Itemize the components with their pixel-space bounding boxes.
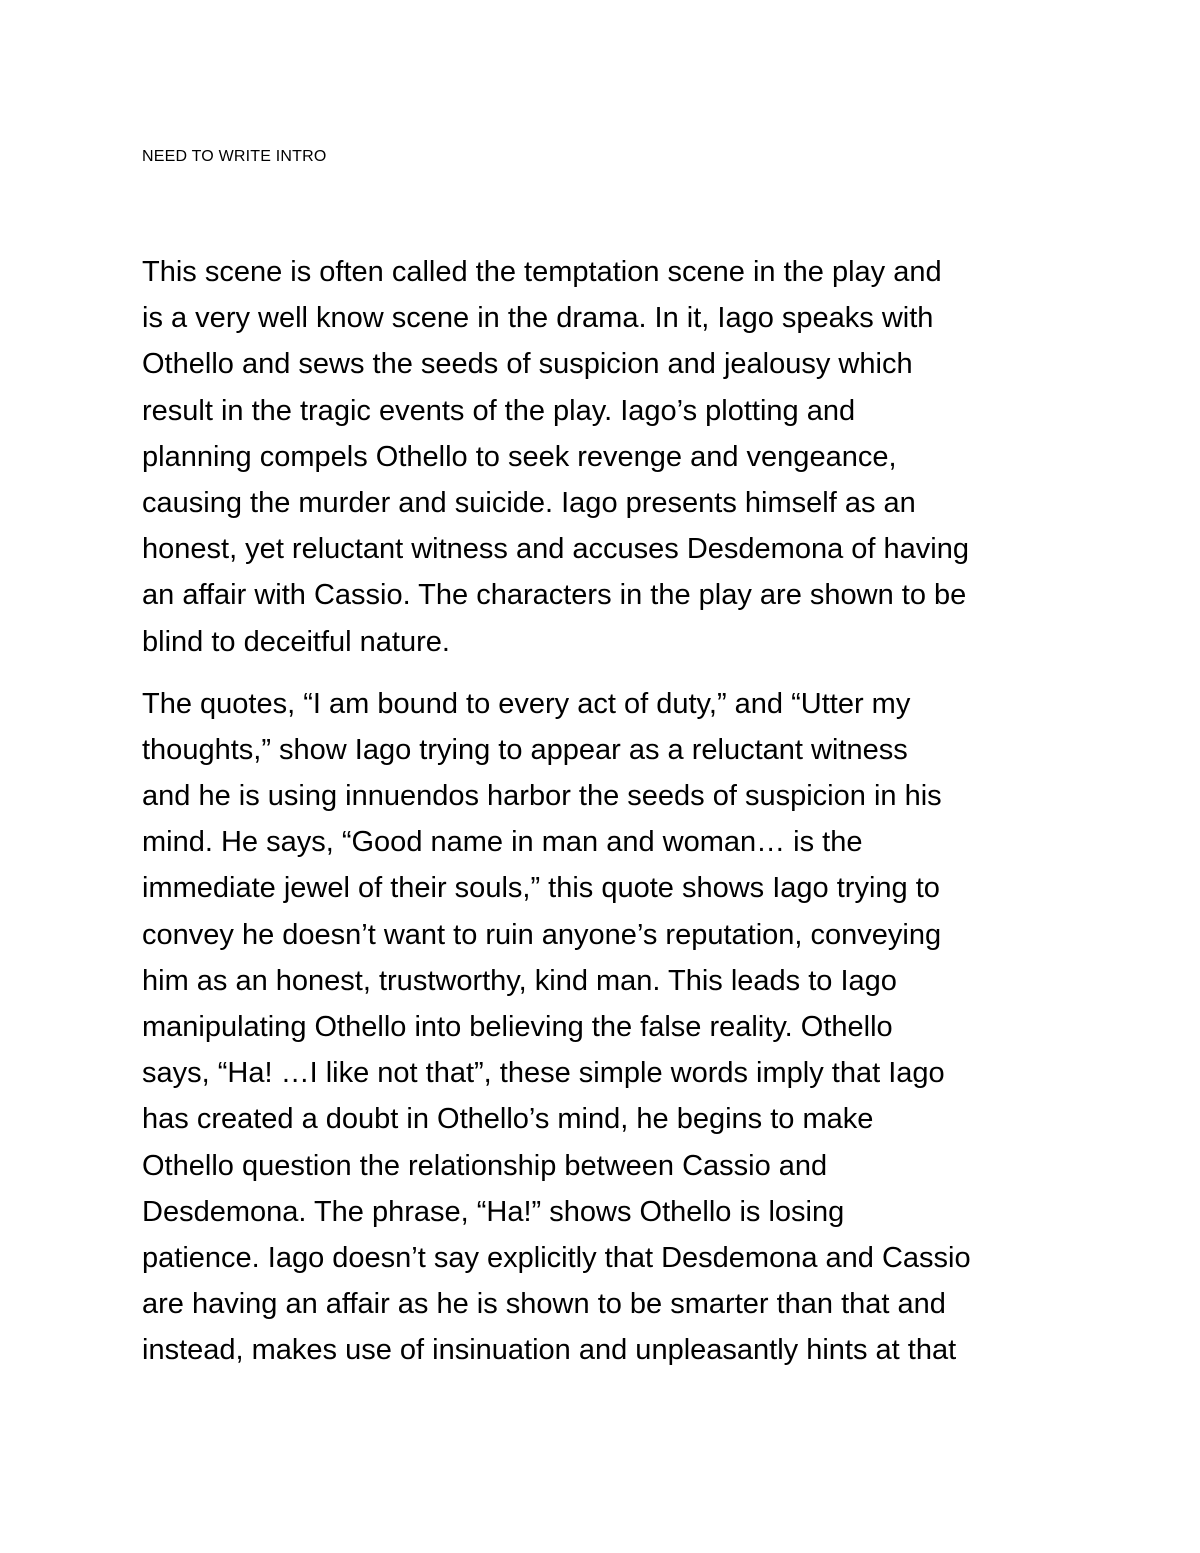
text-line: has created a doubt in Othello’s mind, he begins to make	[142, 1103, 874, 1136]
intro-placeholder-note: NEED TO WRITE INTRO	[142, 148, 327, 165]
text-line: patience. Iago doesn’t say explicitly that Desdemona and Cassio	[142, 1241, 971, 1274]
text-line: instead, makes use of insinuation and unpleasantly hints at that	[142, 1334, 957, 1367]
text-line: honest, yet reluctant witness and accuses Desdemona of having	[142, 533, 969, 566]
text-line: are having an affair as he is shown to be smarter than that and	[142, 1288, 946, 1321]
text-line: and he is using innuendos harbor the seeds of suspicion in his	[142, 780, 942, 813]
essay-body	[142, 249, 1062, 1374]
text-line: blind to deceitful nature.	[142, 625, 450, 658]
paragraph-temptation-scene	[142, 249, 1062, 665]
text-line: says, “Ha! …I like not that”, these simple words imply that Iago	[142, 1057, 945, 1090]
text-line: This scene is often called the temptation scene in the play and	[142, 256, 942, 288]
text-line: Othello and sews the seeds of suspicion and jealousy which	[142, 348, 913, 381]
paragraph-quotes-analysis	[142, 681, 1062, 1374]
text-line: convey he doesn’t want to ruin anyone’s reputation, conveying	[142, 918, 942, 951]
text-line: Othello question the relationship between Cassio and	[142, 1149, 828, 1182]
text-line: causing the murder and suicide. Iago presents himself as an	[142, 486, 916, 519]
text-line: is a very well know scene in the drama. In it, Iago speaks with	[142, 302, 934, 335]
text-line: planning compels Othello to seek revenge and vengeance,	[142, 440, 897, 473]
text-line: Desdemona. The phrase, “Ha!” shows Othello is losing	[142, 1195, 845, 1228]
text-line: immediate jewel of their souls,” this quote shows Iago trying to	[142, 872, 940, 905]
text-line: manipulating Othello into believing the false reality. Othello	[142, 1011, 893, 1043]
text-line: thoughts,” show Iago trying to appear as a reluctant witness	[142, 733, 908, 766]
text-line: The quotes, “I am bound to every act of duty,” and “Utter my	[142, 687, 911, 720]
text-line: an affair with Cassio. The characters in the play are shown to be	[142, 579, 967, 612]
text-line: result in the tragic events of the play. Iago’s plotting and	[142, 394, 856, 427]
text-line: mind. He says, “Good name in man and woman… is the	[142, 826, 863, 859]
text-line: him as an honest, trustworthy, kind man. This leads to Iago	[142, 964, 897, 997]
